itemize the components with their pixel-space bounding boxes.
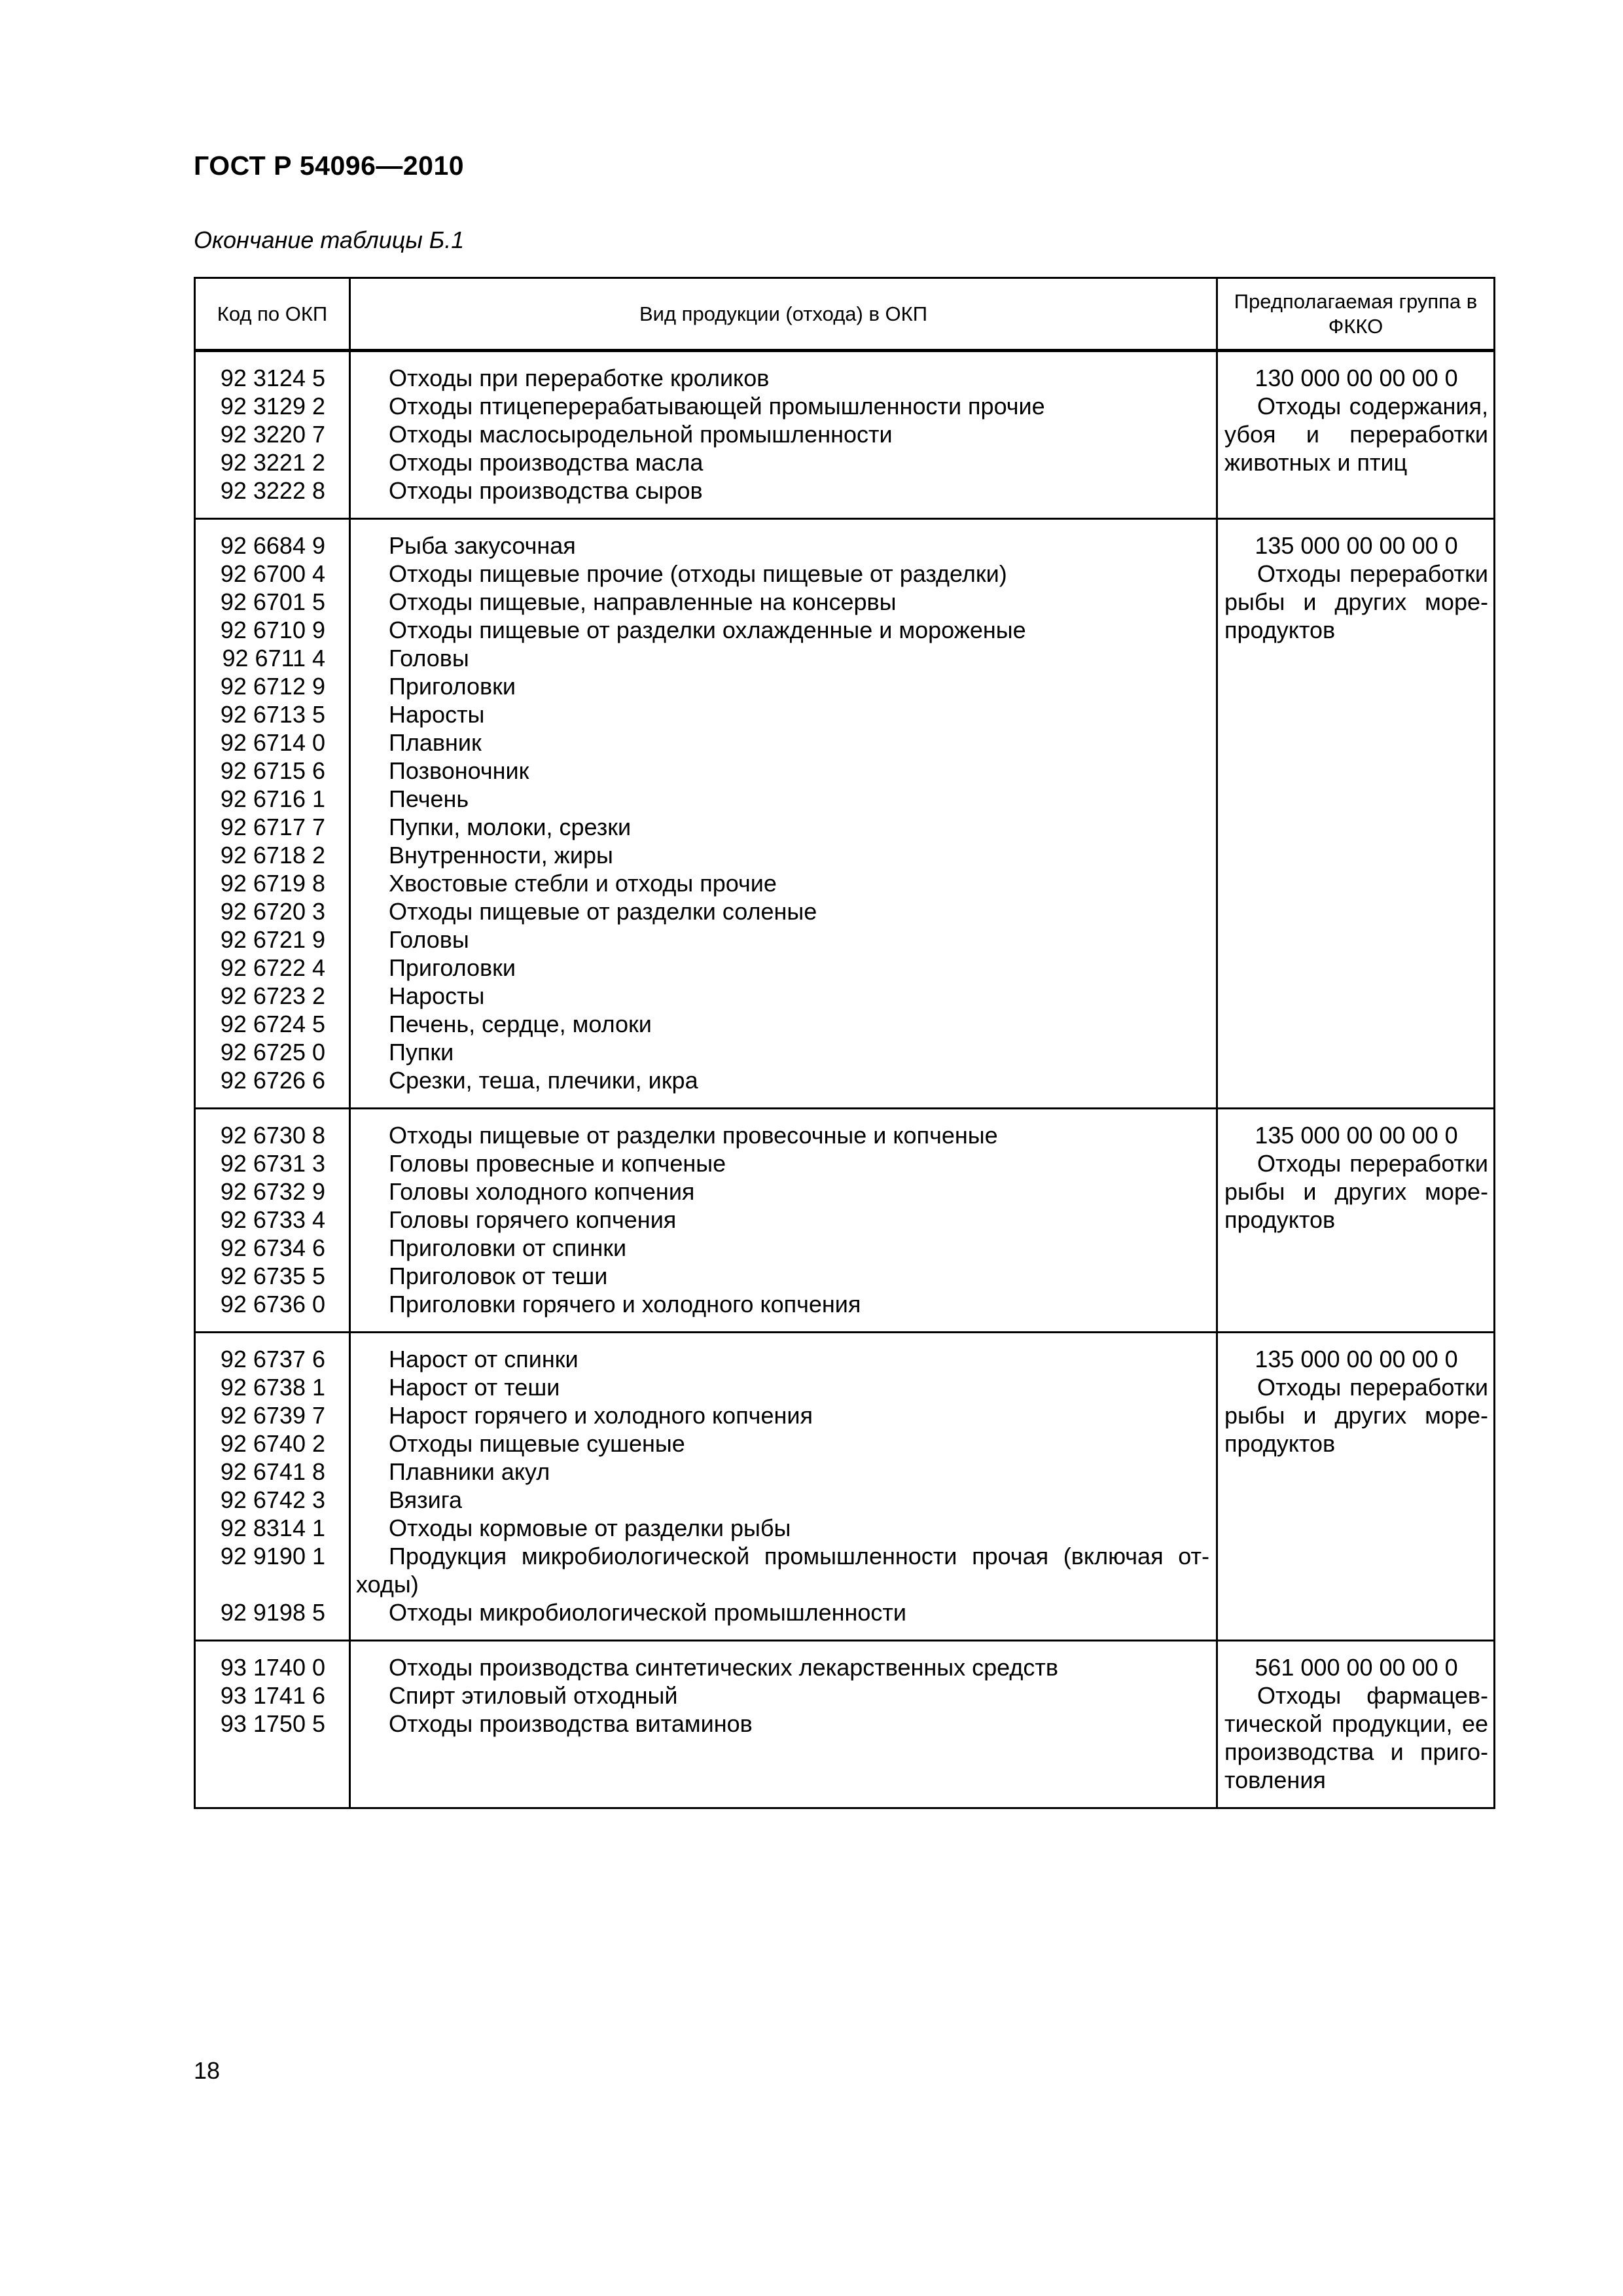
okp-code: 92 3220 7 — [220, 421, 325, 448]
product-name: Отходы птицеперерабатывающей промышленности прочие — [389, 393, 1045, 420]
product-name: Отходы пищевые, направленные на консервы — [389, 588, 897, 615]
product-name: Приголовки — [389, 673, 516, 700]
product-name: Печень, сердце, молоки — [389, 1011, 652, 1037]
okp-code-cell — [195, 351, 350, 519]
okp-code: 92 6735 5 — [220, 1263, 325, 1289]
product-name: Головы холодного копчения — [389, 1178, 695, 1205]
okp-code: 92 9198 5 — [220, 1599, 325, 1626]
fkko-code: 130 000 00 00 00 0 — [1255, 365, 1458, 391]
okp-code: 92 3129 2 — [220, 393, 325, 420]
product-name: Продукция микробиологической промышленности прочая (включая отходы) — [356, 1543, 1209, 1598]
fkko-group-cell — [1217, 351, 1495, 519]
fkko-name: Отходы переработки рыбы и других морепродуктов — [1224, 1374, 1488, 1457]
product-name: Отходы кормовые от разделки рыбы — [389, 1515, 791, 1541]
okp-code: 93 1740 0 — [220, 1654, 325, 1681]
okp-code: 92 6714 0 — [220, 729, 325, 756]
product-name: Нарост от теши — [389, 1374, 560, 1401]
fkko-name: Отходы содержания, убоя и переработки животных и птиц — [1224, 393, 1488, 476]
okp-code: 92 6716 1 — [220, 785, 325, 812]
okp-code-cell — [195, 1333, 350, 1641]
table-header-row — [195, 278, 1495, 351]
fkko-code: 135 000 00 00 00 0 — [1255, 1346, 1458, 1372]
product-name: Вязига — [389, 1486, 463, 1513]
product-name: Приголовки от спинки — [389, 1234, 627, 1261]
okp-code: 92 6718 2 — [220, 842, 325, 869]
fkko-group-cell — [1217, 519, 1495, 1109]
okp-code: 92 6738 1 — [220, 1374, 325, 1401]
product-name: Головы — [389, 645, 469, 672]
okp-code: 92 6726 6 — [220, 1067, 325, 1094]
fkko-code: 135 000 00 00 00 0 — [1255, 532, 1458, 559]
okp-code: 92 6710 9 — [220, 617, 325, 643]
product-name-cell — [350, 1109, 1217, 1333]
okp-code: 92 6725 0 — [220, 1039, 325, 1066]
product-name: Отходы пищевые от разделки соленые — [389, 898, 817, 925]
product-name: Отходы маслосыродельной промышленности — [389, 421, 893, 448]
product-name: Головы — [389, 926, 469, 953]
fkko-group-cell — [1217, 1109, 1495, 1333]
okp-code: 93 1750 5 — [220, 1710, 325, 1737]
product-name: Отходы пищевые от разделки провесочные и копченые — [389, 1122, 998, 1149]
column-header-name: Вид продукции (отхода) в ОКП — [350, 278, 1217, 351]
product-name: Плавники акул — [389, 1458, 550, 1485]
okp-code-cell — [195, 1641, 350, 1808]
table-row — [195, 1641, 1495, 1808]
okp-code: 92 6739 7 — [220, 1402, 325, 1429]
okp-code: 92 3221 2 — [220, 449, 325, 476]
fkko-code: 135 000 00 00 00 0 — [1255, 1122, 1458, 1149]
product-name: Позвоночник — [389, 757, 529, 784]
product-name-cell — [350, 519, 1217, 1109]
okp-code: 92 6711 4 — [222, 645, 325, 672]
okp-code: 92 6730 8 — [220, 1122, 325, 1149]
code-spacer — [200, 1570, 325, 1598]
okp-code: 92 9190 1 — [220, 1543, 325, 1570]
product-name: Внутренности, жиры — [389, 842, 613, 869]
table-body — [195, 351, 1495, 1808]
table-row — [195, 1333, 1495, 1641]
okp-code: 92 6701 5 — [220, 588, 325, 615]
product-name: Отходы пищевые от разделки охлажденные и мороженые — [389, 617, 1026, 643]
product-name-cell — [350, 1641, 1217, 1808]
okp-code: 92 6712 9 — [220, 673, 325, 700]
okp-code: 92 6700 4 — [220, 560, 325, 587]
product-name: Отходы при переработке кроликов — [389, 365, 770, 391]
okp-code: 92 6715 6 — [220, 757, 325, 784]
fkko-group-cell — [1217, 1333, 1495, 1641]
product-name: Отходы микробиологической промышленности — [389, 1599, 906, 1626]
product-name: Отходы пищевые сушеные — [389, 1430, 685, 1457]
okp-code: 92 6724 5 — [220, 1011, 325, 1037]
fkko-name: Отходы переработки рыбы и других морепродуктов — [1224, 1150, 1488, 1233]
okp-code-cell — [195, 519, 350, 1109]
product-name: Печень — [389, 785, 469, 812]
okp-code: 92 6720 3 — [220, 898, 325, 925]
okp-code: 92 6736 0 — [220, 1291, 325, 1318]
okp-code: 92 6723 2 — [220, 982, 325, 1009]
okp-code: 92 6731 3 — [220, 1150, 325, 1177]
product-name: Отходы производства масла — [389, 449, 704, 476]
okp-code: 92 6742 3 — [220, 1486, 325, 1513]
product-name: Приголовки — [389, 954, 516, 981]
okp-code: 92 6713 5 — [220, 701, 325, 728]
column-header-group: Предполагаемая группа в ФККО — [1217, 278, 1495, 351]
product-name: Наросты — [389, 701, 485, 728]
table-row — [195, 1109, 1495, 1333]
okp-code: 92 6722 4 — [220, 954, 325, 981]
product-name-cell — [350, 351, 1217, 519]
okp-code: 92 8314 1 — [220, 1515, 325, 1541]
okp-code: 92 6734 6 — [220, 1234, 325, 1261]
product-name: Нарост горячего и холодного копчения — [389, 1402, 813, 1429]
okp-code: 92 6719 8 — [220, 870, 325, 897]
okp-code: 92 6737 6 — [220, 1346, 325, 1372]
product-name: Пупки, молоки, срезки — [389, 814, 632, 840]
product-name: Головы провесные и копченые — [389, 1150, 726, 1177]
okp-code: 92 3124 5 — [220, 365, 325, 391]
fkko-code: 561 000 00 00 00 0 — [1255, 1654, 1458, 1681]
table-row — [195, 351, 1495, 519]
product-name: Отходы производства витаминов — [389, 1710, 753, 1737]
table-caption: Окончание таблицы Б.1 — [194, 226, 465, 253]
product-name: Хвостовые стебли и отходы прочие — [389, 870, 777, 897]
product-name: Отходы производства синтетических лекарственных средств — [389, 1654, 1059, 1681]
document-header: ГОСТ Р 54096—2010 — [194, 151, 465, 181]
product-name: Пупки — [389, 1039, 454, 1066]
product-name: Отходы производства сыров — [389, 477, 703, 504]
column-header-code: Код по ОКП — [195, 278, 350, 351]
product-name: Приголовок от теши — [389, 1263, 608, 1289]
product-name: Нарост от спинки — [389, 1346, 579, 1372]
table-row — [195, 519, 1495, 1109]
product-name-cell — [350, 1333, 1217, 1641]
product-name: Наросты — [389, 982, 485, 1009]
fkko-name: Отходы фармацевтической продукции, ее производства и приготовления — [1224, 1682, 1488, 1793]
okp-code: 92 6721 9 — [220, 926, 325, 953]
product-name: Срезки, теша, плечики, икра — [389, 1067, 698, 1094]
okp-code: 93 1741 6 — [220, 1682, 325, 1709]
product-name: Отходы пищевые прочие (отходы пищевые от разделки) — [389, 560, 1007, 587]
product-name: Рыба закусочная — [389, 532, 576, 559]
okp-code-cell — [195, 1109, 350, 1333]
product-name: Спирт этиловый отходный — [389, 1682, 678, 1709]
fkko-group-cell — [1217, 1641, 1495, 1808]
okp-table — [194, 277, 1495, 1809]
fkko-name: Отходы переработки рыбы и других морепродуктов — [1224, 560, 1488, 643]
okp-code: 92 6732 9 — [220, 1178, 325, 1205]
okp-code: 92 6741 8 — [220, 1458, 325, 1485]
okp-code: 92 6733 4 — [220, 1206, 325, 1233]
product-name: Головы горячего копчения — [389, 1206, 677, 1233]
okp-code: 92 6684 9 — [220, 532, 325, 559]
okp-code: 92 6740 2 — [220, 1430, 325, 1457]
product-name: Приголовки горячего и холодного копчения — [389, 1291, 861, 1318]
page-number: 18 — [194, 2057, 221, 2084]
okp-code: 92 3222 8 — [220, 477, 325, 504]
okp-code: 92 6717 7 — [220, 814, 325, 840]
product-name: Плавник — [389, 729, 482, 756]
